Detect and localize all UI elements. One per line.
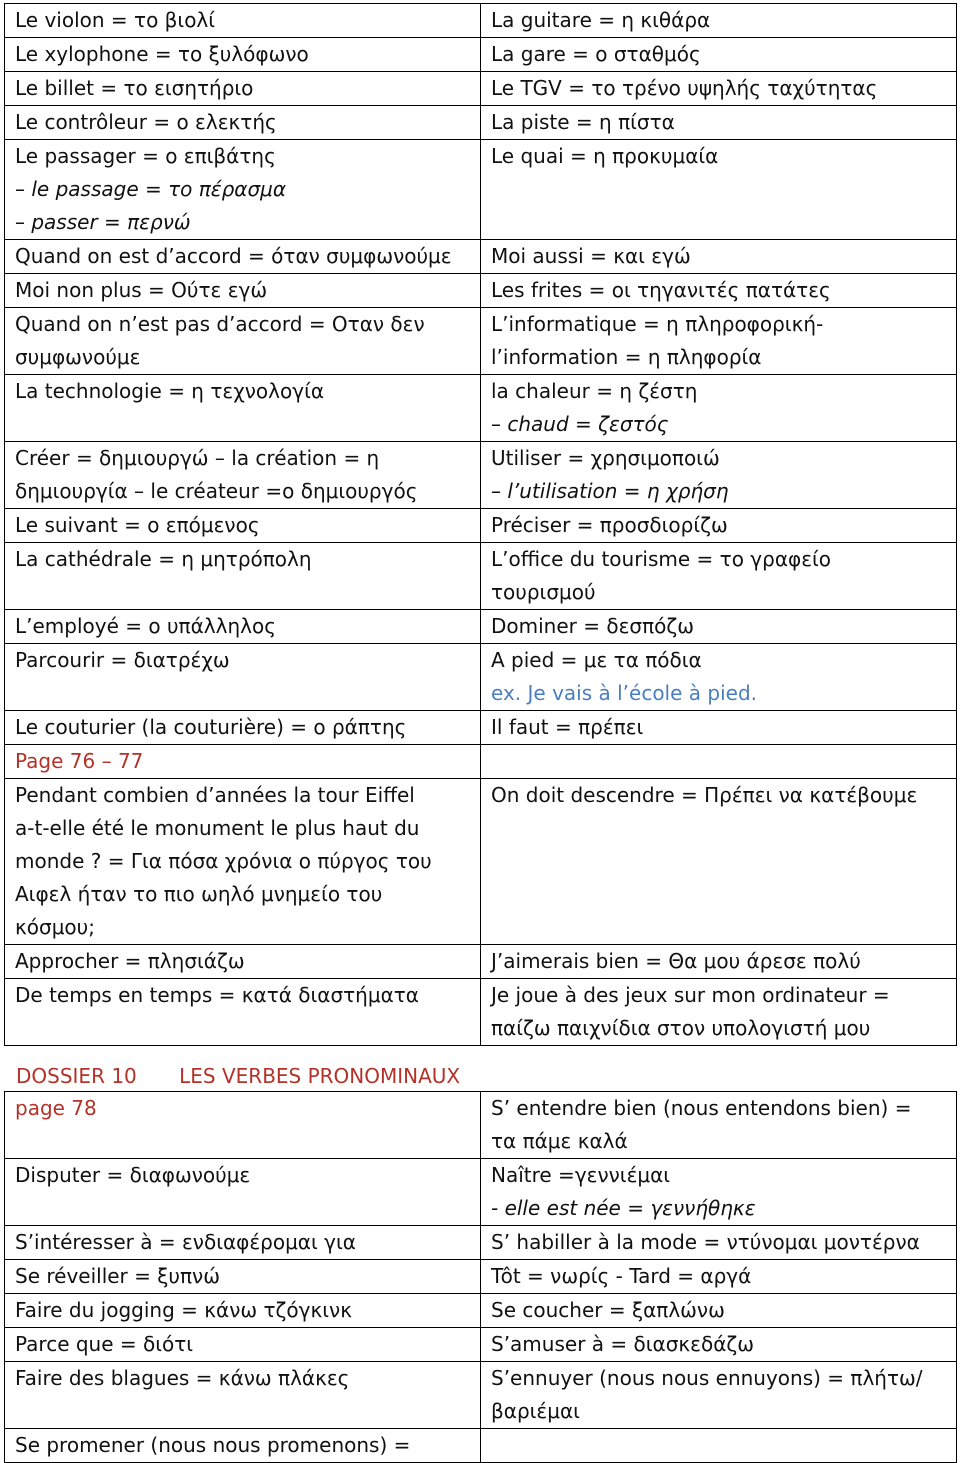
right-cell <box>481 1362 957 1429</box>
left-cell <box>5 140 481 240</box>
cell-text: Faire du jogging = κάνω τζόγκινκ <box>15 1298 352 1322</box>
table-row <box>5 442 957 509</box>
table-row <box>5 979 957 1046</box>
cell-text: Les frites = οι τηγανιτές πατάτες <box>491 278 831 302</box>
cell-text: - elle est née = γεννήθηκε <box>491 1196 756 1220</box>
cell-text <box>491 745 946 778</box>
right-cell <box>481 745 957 779</box>
table-row <box>5 375 957 442</box>
right-cell <box>481 1092 957 1159</box>
cell-text: Le passager = ο επιβάτης <box>15 144 276 168</box>
cell-text: L’employé = ο υπάλληλος <box>15 614 276 638</box>
cell-text: De temps en temps = κατά διαστήματα <box>15 983 419 1007</box>
cell-text: Le TGV = το τρένο υψηλής ταχύτητας <box>491 76 878 100</box>
right-cell <box>481 1260 957 1294</box>
table-row <box>5 945 957 979</box>
table-row <box>5 543 957 610</box>
right-cell <box>481 1294 957 1328</box>
cell-text: Le billet = το εισητήριο <box>15 76 254 100</box>
left-cell <box>5 442 481 509</box>
left-cell <box>5 644 481 711</box>
left-cell <box>5 38 481 72</box>
cell-text: Utiliser = χρησιμοποιώ <box>491 446 720 470</box>
table-row <box>5 106 957 140</box>
cell-text: Quand on n’est pas d’accord = Οταν δεν <box>15 312 425 336</box>
cell-text: – le passage = το πέρασμα <box>15 177 287 201</box>
cell-text: Préciser = προσδιορίζω <box>491 513 728 537</box>
right-cell <box>481 1328 957 1362</box>
right-cell <box>481 644 957 711</box>
cell-text: ex. Je vais à l’école à pied. <box>491 681 757 705</box>
cell-text: La piste = η πίστα <box>491 110 675 134</box>
cell-text: S’amuser à = διασκεδάζω <box>491 1332 755 1356</box>
vocabulary-table-1 <box>4 3 957 1046</box>
cell-text: A pied = με τα πόδια <box>491 648 702 672</box>
right-cell <box>481 779 957 945</box>
left-cell <box>5 308 481 375</box>
table-row <box>5 72 957 106</box>
left-cell <box>5 1294 481 1328</box>
left-cell <box>5 1362 481 1429</box>
left-cell <box>5 979 481 1046</box>
cell-text: δημιουργία – le créateur =ο δημιουργός <box>15 479 418 503</box>
cell-text: – chaud = ζεστός <box>491 412 669 436</box>
right-cell <box>481 610 957 644</box>
section-heading <box>16 1060 460 1092</box>
left-cell <box>5 1092 481 1159</box>
cell-text: Tôt = νωρίς - Tard = αργά <box>491 1264 752 1288</box>
cell-text: Le quai = η προκυμαία <box>491 144 719 168</box>
right-cell <box>481 140 957 240</box>
table-row <box>5 1362 957 1429</box>
cell-text: Le couturier (la couturière) = ο ράπτης <box>15 715 407 739</box>
right-cell <box>481 543 957 610</box>
cell-text: τα πάμε καλά <box>491 1129 628 1153</box>
right-cell <box>481 1226 957 1260</box>
cell-text: Pendant combien d’années la tour Eiffel <box>15 783 415 807</box>
cell-text: Approcher = πλησιάζω <box>15 949 245 973</box>
cell-text: On doit descendre = Πρέπει να κατέβουμε <box>491 783 918 807</box>
cell-text: συμφωνούμε <box>15 345 141 369</box>
left-cell <box>5 610 481 644</box>
cell-text: Se coucher = ξαπλώνω <box>491 1298 725 1322</box>
left-cell <box>5 274 481 308</box>
cell-text: παίζω παιχνίδια στον υπολογιστή μου <box>491 1016 871 1040</box>
left-cell <box>5 745 481 779</box>
left-cell <box>5 1260 481 1294</box>
left-cell <box>5 4 481 38</box>
cell-text: L’office du tourisme = το γραφείο <box>491 547 832 571</box>
table-row <box>5 1328 957 1362</box>
table-row <box>5 1260 957 1294</box>
table-row <box>5 274 957 308</box>
table-row <box>5 1429 957 1463</box>
cell-text: La gare = ο σταθμός <box>491 42 701 66</box>
table-row <box>5 1294 957 1328</box>
right-cell <box>481 509 957 543</box>
left-cell <box>5 1226 481 1260</box>
left-cell <box>5 72 481 106</box>
cell-text: S’ennuyer (nous nous ennuyons) = πλήτω/ <box>491 1366 923 1390</box>
cell-text: κόσμου; <box>15 915 95 939</box>
right-cell <box>481 945 957 979</box>
table-row <box>5 509 957 543</box>
cell-text: L’informatique = η πληροφορική- <box>491 312 824 336</box>
cell-text: Le violon = το βιολί <box>15 8 216 32</box>
left-cell <box>5 106 481 140</box>
cell-text: l’information = η πληφορία <box>491 345 762 369</box>
right-cell <box>481 442 957 509</box>
table-row <box>5 240 957 274</box>
right-cell <box>481 1429 957 1463</box>
cell-text: Se promener (nous nous promenons) = <box>15 1433 411 1457</box>
cell-text: Moi aussi = και εγώ <box>491 244 691 268</box>
right-cell <box>481 4 957 38</box>
cell-text: S’ habiller à la mode = ντύνομαι μοντέρνα <box>491 1230 920 1254</box>
cell-text: Dominer = δεσπόζω <box>491 614 694 638</box>
table-row <box>5 1159 957 1226</box>
cell-text: Disputer = διαφωνούμε <box>15 1163 251 1187</box>
vocabulary-table-2-body <box>5 1092 957 1463</box>
cell-text: τουρισμού <box>491 580 596 604</box>
dossier-title: LES VERBES PRONOMINAUX <box>179 1064 461 1088</box>
right-cell <box>481 711 957 745</box>
cell-text: Le suivant = ο επόμενος <box>15 513 260 537</box>
right-cell <box>481 106 957 140</box>
cell-text: Αιφελ ήταν το πιο ωηλό μνημείο του <box>15 882 383 906</box>
table-row <box>5 711 957 745</box>
right-cell <box>481 72 957 106</box>
cell-text: La technologie = η τεχνολογία <box>15 379 325 403</box>
table-row <box>5 1226 957 1260</box>
table-row <box>5 610 957 644</box>
table-row <box>5 1092 957 1159</box>
left-cell <box>5 779 481 945</box>
right-cell <box>481 274 957 308</box>
table-row <box>5 779 957 945</box>
table-row <box>5 4 957 38</box>
cell-text: Parcourir = διατρέχω <box>15 648 230 672</box>
right-cell <box>481 979 957 1046</box>
dossier-number: DOSSIER 10 <box>16 1064 137 1088</box>
left-cell <box>5 1328 481 1362</box>
left-cell <box>5 375 481 442</box>
vocabulary-table-2 <box>4 1091 957 1463</box>
cell-text: Je joue à des jeux sur mon ordinateur = <box>491 983 890 1007</box>
cell-text: Créer = δημιουργώ – la création = η <box>15 446 380 470</box>
left-cell <box>5 945 481 979</box>
cell-text: Moi non plus = Ούτε εγώ <box>15 278 268 302</box>
left-cell <box>5 509 481 543</box>
left-cell <box>5 1159 481 1226</box>
cell-text: Se réveiller = ξυπνώ <box>15 1264 220 1288</box>
table-row <box>5 745 957 779</box>
cell-text: Quand on est d’accord = όταν συμφωνούμε <box>15 244 452 268</box>
table-row <box>5 140 957 240</box>
cell-text: Page 76 – 77 <box>15 749 144 773</box>
right-cell <box>481 240 957 274</box>
right-cell <box>481 1159 957 1226</box>
left-cell <box>5 711 481 745</box>
right-cell <box>481 308 957 375</box>
right-cell <box>481 375 957 442</box>
left-cell <box>5 543 481 610</box>
cell-text: La guitare = η κιθάρα <box>491 8 711 32</box>
table-row <box>5 308 957 375</box>
cell-text: Naître =γεννιέμαι <box>491 1163 671 1187</box>
vocabulary-table-1-body <box>5 4 957 1046</box>
cell-text: monde ? = Για πόσα χρόνια ο πύργος του <box>15 849 432 873</box>
cell-text: S’ entendre bien (nous entendons bien) = <box>491 1096 912 1120</box>
cell-text: page 78 <box>15 1096 97 1120</box>
cell-text: Faire des blagues = κάνω πλάκες <box>15 1366 350 1390</box>
table-row <box>5 644 957 711</box>
cell-text: Il faut = πρέπει <box>491 715 644 739</box>
left-cell <box>5 1429 481 1463</box>
cell-text: Parce que = διότι <box>15 1332 194 1356</box>
cell-text: J’aimerais bien = Θα μου άρεσε πολύ <box>491 949 861 973</box>
cell-text: S’intéresser à = ενδιαφέρομαι για <box>15 1230 356 1254</box>
right-cell <box>481 38 957 72</box>
cell-text: La cathédrale = η μητρόπολη <box>15 547 312 571</box>
cell-text: Le contrôleur = ο ελεκτής <box>15 110 277 134</box>
cell-text <box>491 1429 946 1462</box>
cell-text: βαριέμαι <box>491 1399 580 1423</box>
cell-text: – l’utilisation = η χρήση <box>491 479 729 503</box>
cell-text: Le xylophone = το ξυλόφωνο <box>15 42 309 66</box>
cell-text: – passer = περνώ <box>15 210 191 234</box>
cell-text: a-t-elle été le monument le plus haut du <box>15 816 420 840</box>
cell-text: la chaleur = η ζέστη <box>491 379 698 403</box>
table-row <box>5 38 957 72</box>
left-cell <box>5 240 481 274</box>
